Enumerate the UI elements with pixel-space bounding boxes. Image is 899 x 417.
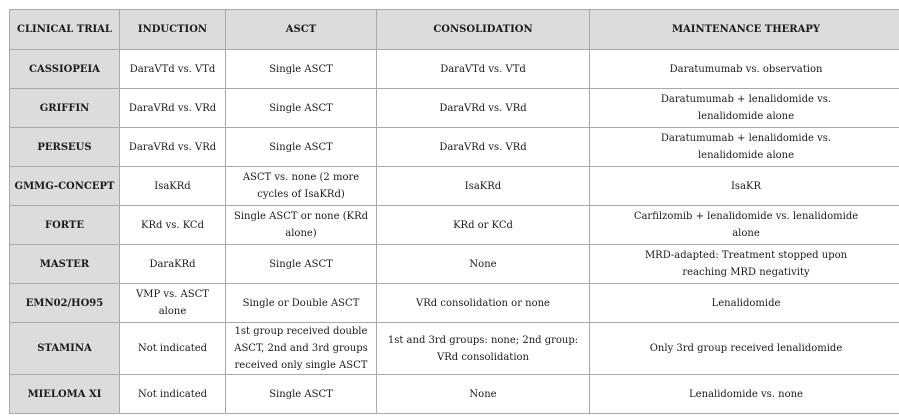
induction-cell: DaraVTd vs. VTd <box>120 50 226 89</box>
maintenance-text: Daratumumab + lenalidomide vs. lenalidomide alone <box>660 94 832 122</box>
maintenance-cell <box>590 89 899 128</box>
consolidation-cell: IsaKRd <box>377 167 590 206</box>
header-consolidation: CONSOLIDATION <box>377 10 590 50</box>
maintenance-cell <box>590 206 899 245</box>
table-row <box>10 89 899 128</box>
header-maintenance-therapy <box>590 10 899 50</box>
table-row <box>10 167 899 206</box>
induction-cell: DaraVRd vs. VRd <box>120 128 226 167</box>
asct-cell: Single ASCT <box>226 50 377 89</box>
maintenance-cell <box>590 50 899 89</box>
consolidation-cell: KRd or KCd <box>377 206 590 245</box>
trial-name: GRIFFIN <box>10 89 120 128</box>
header-row <box>10 10 899 50</box>
maintenance-cell <box>590 167 899 206</box>
induction-cell: Not indicated <box>120 323 226 375</box>
maintenance-text: MRD-adapted: Treatment stopped upon reaching MRD negativity <box>644 250 848 278</box>
clinical-trials-table <box>9 9 899 414</box>
table-row <box>10 128 899 167</box>
consolidation-cell: DaraVTd vs. VTd <box>377 50 590 89</box>
table-row <box>10 375 899 414</box>
trial-name: MASTER <box>10 245 120 284</box>
asct-cell: Single ASCT <box>226 128 377 167</box>
trial-name: CASSIOPEIA <box>10 50 120 89</box>
asct-cell: 1st group received double ASCT, 2nd and 3rd groups received only single ASCT <box>226 323 377 375</box>
trial-table-container <box>9 9 891 414</box>
maintenance-cell <box>590 323 899 375</box>
table-row <box>10 50 899 89</box>
asct-cell: Single ASCT <box>226 375 377 414</box>
asct-cell: ASCT vs. none (2 more cycles of IsaKRd) <box>226 167 377 206</box>
maintenance-text: Lenalidomide vs. none <box>689 388 803 400</box>
asct-cell: Single ASCT <box>226 245 377 284</box>
induction-cell: Not indicated <box>120 375 226 414</box>
trial-name: MIELOMA XI <box>10 375 120 414</box>
table-row <box>10 206 899 245</box>
header-maintenance-label: MAINTENANCE THERAPY <box>671 24 821 35</box>
trial-name: GMMG-CONCEPT <box>10 167 120 206</box>
header-asct: ASCT <box>226 10 377 50</box>
maintenance-cell <box>590 128 899 167</box>
maintenance-text: Daratumumab + lenalidomide vs. lenalidomide alone <box>660 133 832 161</box>
maintenance-text: IsaKR <box>730 180 762 192</box>
trial-name: STAMINA <box>10 323 120 375</box>
maintenance-cell <box>590 375 899 414</box>
consolidation-cell: DaraVRd vs. VRd <box>377 89 590 128</box>
induction-cell: IsaKRd <box>120 167 226 206</box>
asct-cell: Single ASCT or none (KRd alone) <box>226 206 377 245</box>
table-row <box>10 284 899 323</box>
maintenance-text: Only 3rd group received lenalidomide <box>649 343 843 354</box>
table-row <box>10 245 899 284</box>
header-clinical-trial: CLINICAL TRIAL <box>10 10 120 50</box>
induction-cell: KRd vs. KCd <box>120 206 226 245</box>
maintenance-text: Carfilzomib + lenalidomide vs. lenalidomide alone <box>633 211 859 239</box>
asct-cell: Single or Double ASCT <box>226 284 377 323</box>
maintenance-text: Daratumumab vs. observation <box>669 63 823 75</box>
trial-name: FORTE <box>10 206 120 245</box>
maintenance-cell <box>590 284 899 323</box>
consolidation-cell: VRd consolidation or none <box>377 284 590 323</box>
trial-name: PERSEUS <box>10 128 120 167</box>
consolidation-cell: None <box>377 375 590 414</box>
maintenance-text: Lenalidomide <box>711 297 781 309</box>
induction-cell: DaraKRd <box>120 245 226 284</box>
maintenance-cell <box>590 245 899 284</box>
table-row <box>10 323 899 375</box>
induction-cell: VMP vs. ASCT alone <box>120 284 226 323</box>
consolidation-cell: 1st and 3rd groups: none; 2nd group: VRd consolidation <box>377 323 590 375</box>
asct-cell: Single ASCT <box>226 89 377 128</box>
consolidation-cell: DaraVRd vs. VRd <box>377 128 590 167</box>
trial-name: EMN02/HO95 <box>10 284 120 323</box>
header-induction: INDUCTION <box>120 10 226 50</box>
induction-cell: DaraVRd vs. VRd <box>120 89 226 128</box>
consolidation-cell: None <box>377 245 590 284</box>
